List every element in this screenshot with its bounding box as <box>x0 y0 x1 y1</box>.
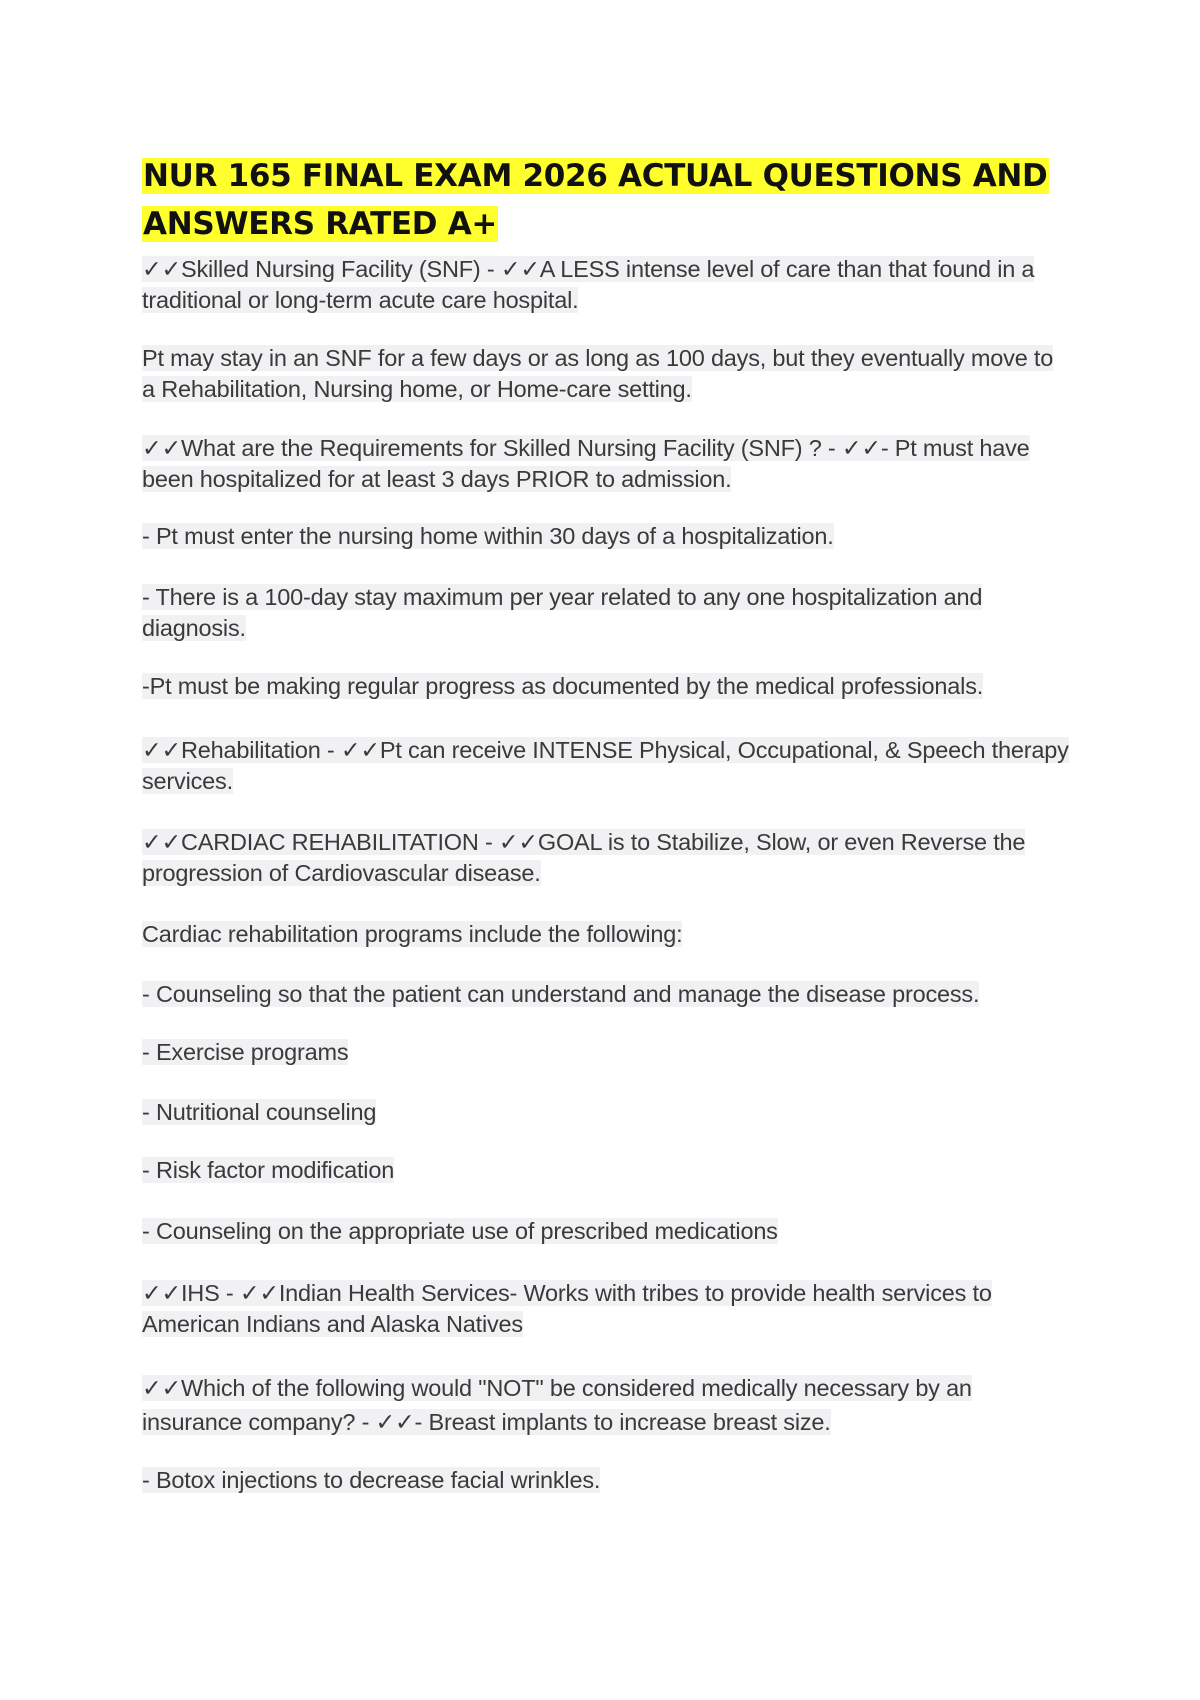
paragraph <box>142 979 1072 1010</box>
paragraph <box>142 433 1072 495</box>
paragraph-text: ✓✓Skilled Nursing Facility (SNF) - ✓✓A LESS intense level of care than that found in a traditional or long-term acute care hospital. <box>142 256 1035 313</box>
paragraph-text: - Counseling so that the patient can understand and manage the disease process. <box>142 981 980 1007</box>
paragraph <box>142 521 1072 552</box>
paragraph-text: ✓✓CARDIAC REHABILITATION - ✓✓GOAL is to Stabilize, Slow, or even Reverse the progression of Cardiovascular disease. <box>142 829 1026 886</box>
paragraph-text: ✓✓IHS - ✓✓Indian Health Services- Works with tribes to provide health services to American Indians and Alaska Natives <box>142 1280 992 1337</box>
paragraph <box>142 827 1072 889</box>
document-page <box>142 152 1072 1496</box>
paragraph <box>142 343 1072 405</box>
paragraph <box>142 1155 1072 1186</box>
paragraph-text: - Risk factor modification <box>142 1157 395 1183</box>
paragraph <box>142 1371 1072 1439</box>
paragraph-text: ✓✓What are the Requirements for Skilled Nursing Facility (SNF) ? - ✓✓- Pt must have been hospitalized for at least 3 days PRIOR to admission. <box>142 435 1030 492</box>
paragraph <box>142 1097 1072 1128</box>
paragraph <box>142 1037 1072 1068</box>
paragraph <box>142 1216 1072 1247</box>
paragraph-text: - Exercise programs <box>142 1039 349 1065</box>
paragraph <box>142 671 1072 702</box>
paragraph-text: - Botox injections to decrease facial wrinkles. <box>142 1467 601 1493</box>
paragraph <box>142 1278 1072 1340</box>
paragraph-text: - There is a 100-day stay maximum per year related to any one hospitalization and diagnosis. <box>142 584 983 641</box>
paragraph <box>142 735 1072 797</box>
paragraph-text: - Counseling on the appropriate use of prescribed medications <box>142 1218 778 1244</box>
paragraph-text: -Pt must be making regular progress as documented by the medical professionals. <box>142 673 984 699</box>
paragraph <box>142 919 1072 950</box>
paragraph <box>142 582 1072 644</box>
paragraph-text: ✓✓Which of the following would "NOT" be considered medically necessary by an insurance company? - ✓✓- Breast implants to increase breast size. <box>142 1375 972 1435</box>
paragraph-text: - Nutritional counseling <box>142 1099 377 1125</box>
paragraph <box>142 254 1072 316</box>
paragraph-text: Cardiac rehabilitation programs include the following: <box>142 921 683 947</box>
paragraph-text: - Pt must enter the nursing home within 30 days of a hospitalization. <box>142 523 834 549</box>
document-title <box>142 152 1072 248</box>
paragraph-text: Pt may stay in an SNF for a few days or as long as 100 days, but they eventually move to a Rehabilitation, Nursing home, or Home-care setting. <box>142 345 1054 402</box>
paragraph <box>142 1465 1072 1496</box>
paragraph-text: ✓✓Rehabilitation - ✓✓Pt can receive INTENSE Physical, Occupational, & Speech therapy services. <box>142 737 1069 794</box>
document-title-text: NUR 165 FINAL EXAM 2026 ACTUAL QUESTIONS AND ANSWERS RATED A+ <box>143 158 1048 242</box>
